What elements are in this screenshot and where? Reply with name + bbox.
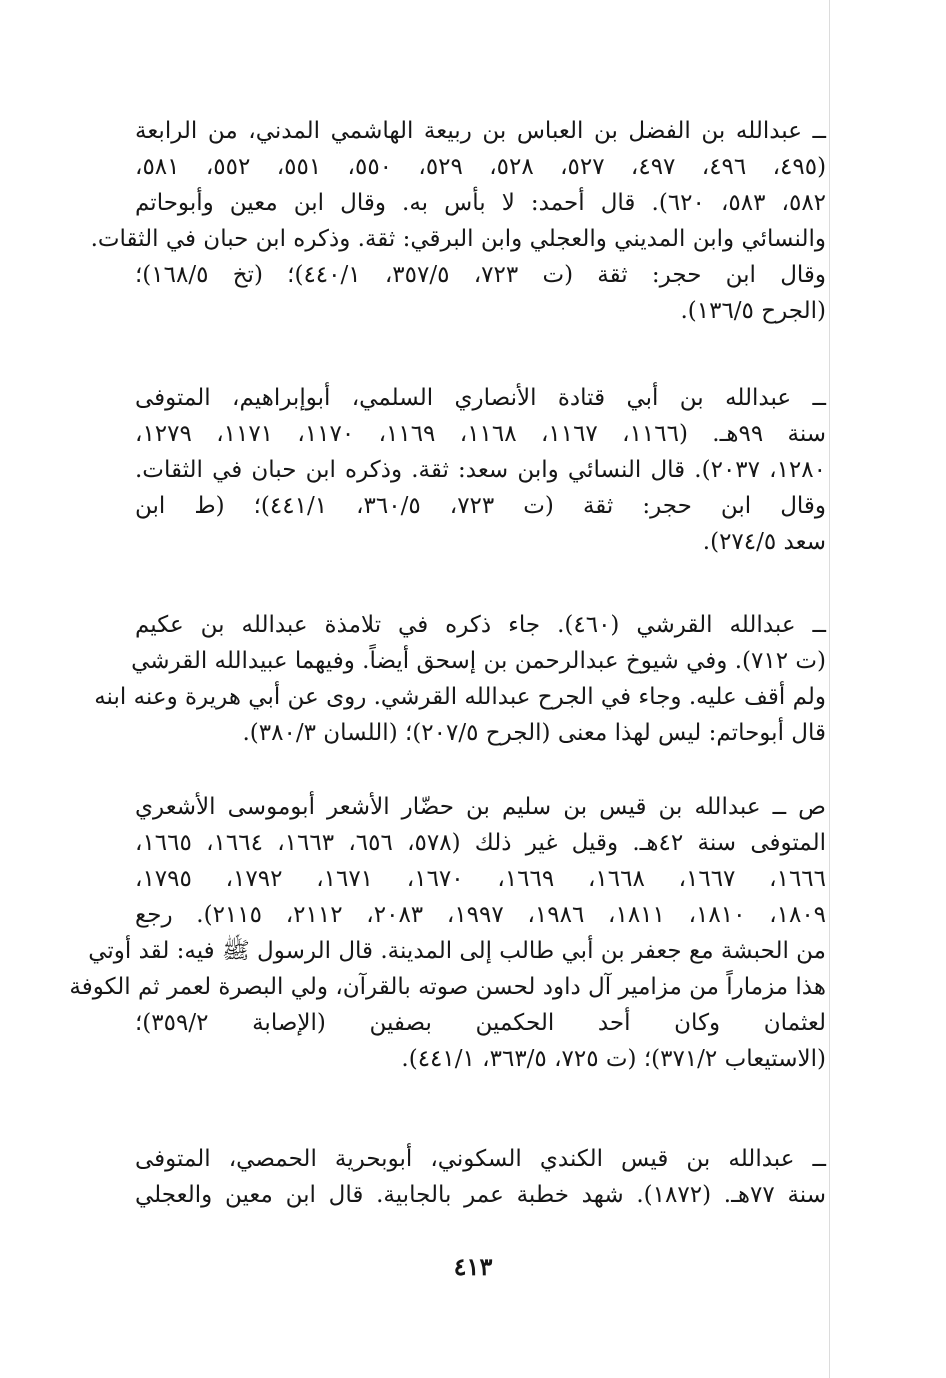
text-line: ١٦٦٦، ١٦٦٧، ١٦٦٨، ١٦٦٩، ١٦٧٠، ١٦٧١، ١٧٩٢، ١٧٩٥، (135, 866, 827, 892)
text-line: وقال ابن حجر: ثقة (ت ٧٢٣، ٣٥٧/٥، ٤٤٠/١)؛ (تخ ١٦٨/٥)؛ (135, 262, 827, 288)
text-line: ــ عبدالله بن قيس الكندي السكوني، أبوبحرية الحمصي، المتوفى (135, 1146, 826, 1172)
text-line: (الاستيعاب ٣٧١/٢)؛ (ت ٧٢٥، ٣٦٣/٥، ٤٤١/١). (401, 1046, 826, 1072)
text-line: والنسائي وابن المديني والعجلي وابن البرقي: ثقة. وذكره ابن حبان في الثقات. (90, 226, 826, 252)
text-line: لعثمان وكان أحد الحكمين بصفين (الإصابة ٣٥٩/٢)؛ (135, 1010, 826, 1036)
text-line: ولم أقف عليه. وجاء في الجرح عبدالله القرشي. روى عن أبي هريرة وعنه ابنه (94, 684, 826, 710)
text-line: ١٨٠٩، ١٨١٠، ١٨١١، ١٩٨٦، ١٩٩٧، ٢٠٨٣، ٢١١٢، ٢١١٥). رجع (135, 902, 827, 928)
entry-abdullah-al-qurashi (94, 607, 826, 751)
entry-abdullah-ibn-qays-al-kindi (135, 1141, 826, 1213)
page-edge-line (829, 0, 830, 1378)
text-line: سنة ٩٩هـ. (١١٦٦، ١١٦٧، ١١٦٨، ١١٦٩، ١١٧٠، ١١٧١، ١٢٧٩، (135, 421, 827, 447)
text-line: ٥٨٢، ٥٨٣، ٦٢٠). قال أحمد: لا بأس به. وقال ابن معين وأبوحاتم (135, 190, 827, 216)
text-line: قال أبوحاتم: ليس لهذا معنى (الجرح ٢٠٧/٥)؛ (اللسان ٣٨٠/٣). (242, 720, 826, 746)
text-line: ــ عبدالله القرشي (٤٦٠). جاء ذكره في تلامذة عبدالله بن عكيم (135, 612, 826, 638)
text-line: (٤٩٥، ٤٩٦، ٤٩٧، ٥٢٧، ٥٢٨، ٥٢٩، ٥٥٠، ٥٥١، ٥٥٢، ٥٨١، (135, 154, 827, 180)
text-line: سعد ٢٧٤/٥). (702, 529, 826, 555)
text-line: المتوفى سنة ٤٢هـ. وقيل غير ذلك (٥٧٨، ٦٥٦، ١٦٦٣، ١٦٦٤، ١٦٦٥، (135, 830, 826, 856)
text-line: ــ عبدالله بن أبي قتادة الأنصاري السلمي، أبوإبراهيم، المتوفى (135, 385, 826, 411)
entry-abu-musa-al-ashari (69, 789, 827, 1077)
entry-abdullah-ibn-al-fadl (90, 113, 827, 329)
text-line: ــ عبدالله بن الفضل بن العباس بن ربيعة الهاشمي المدني، من الرابعة (135, 118, 827, 144)
text-line: (الجرح ١٣٦/٥). (680, 298, 826, 324)
page-number: ٤١٣ (453, 1252, 493, 1281)
text-line: من الحبشة مع جعفر بن أبي طالب إلى المدينة. قال الرسول ﷺ فيه: لقد أوتي (88, 938, 826, 964)
text-line: سنة ٧٧هـ. (١٨٧٢). شهد خطبة عمر بالجابية. قال ابن معين والعجلي (135, 1182, 826, 1208)
text-line: ١٢٨٠، ٢٠٣٧). قال النسائي وابن سعد: ثقة. وذكره ابن حبان في الثقات. (135, 457, 826, 483)
entry-abdullah-ibn-abi-qatada (135, 380, 826, 560)
text-line: ص ــ عبدالله بن قيس بن سليم بن حضّار الأشعر أبوموسى الأشعري (135, 794, 826, 820)
text-line: وقال ابن حجر: ثقة (ت ٧٢٣، ٣٦٠/٥، ٤٤١/١)؛ (ط ابن (135, 493, 827, 519)
text-line: (ت ٧١٢). وفي شيوخ عبدالرحمن بن إسحق أيضاً. وفيهما عبيدالله القرشي (131, 648, 826, 674)
text-line: هذا مزماراً من مزامير آل داود لحسن صوته بالقرآن، ولي البصرة لعمر ثم الكوفة (69, 974, 826, 1000)
